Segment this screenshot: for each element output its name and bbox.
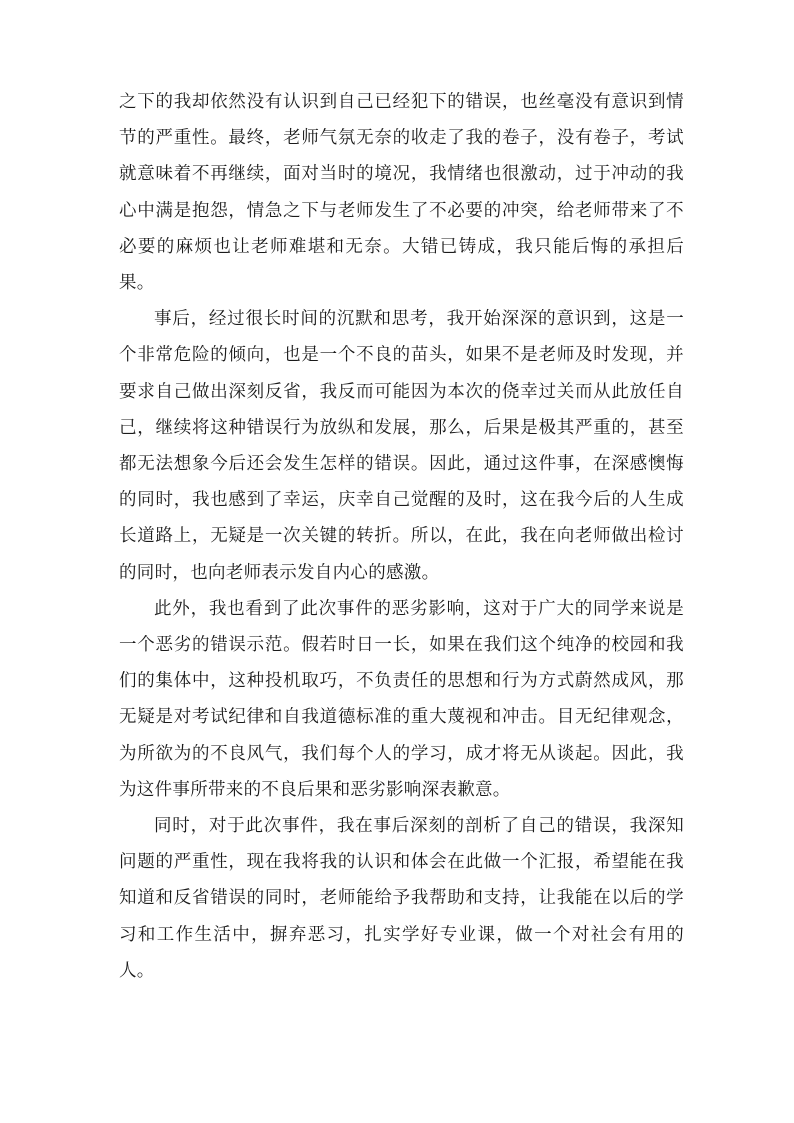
paragraph-impact: 此外，我也看到了此次事件的恶劣影响，这对于广大的同学来说是一个恶劣的错误示范。假若时日一长，如果在我们这个纯净的校园和我们的集体中，这种投机取巧，不负责任的思想和行为方式蔚然成风，那无疑是对考试纪律和自我道德标准的重大蔑视和冲击。目无纪律观念，为所欲为的不良风气，我们每个人的学习，成才将无从谈起。因此，我为这件事所带来的不良后果和恶劣影响深表歉意。 (119, 598, 684, 800)
paragraph-reflection: 事后，经过很长时间的沉默和思考，我开始深深的意识到，这是一个非常危险的倾向，也是一个不良的苗头，如果不是老师及时发现，并要求自己做出深刻反省，我反而可能因为本次的侥幸过关而从此放任自己，继续将这种错误行为放纵和发展，那么，后果是极其严重的，甚至都无法想象今后还会发生怎样的错误。因此，通过这件事，在深感懊悔的同时，我也感到了幸运，庆幸自己觉醒的及时，这在我今后的人生成长道路上，无疑是一次关键的转折。所以，在此，我在向老师做出检讨的同时，也向老师表示发自内心的感激。 (119, 309, 684, 583)
paragraph-continued: 之下的我却依然没有认识到自己已经犯下的错误，也丝毫没有意识到情节的严重性。最终，老师气氛无奈的收走了我的卷子，没有卷子，考试就意味着不再继续，面对当时的境况，我情绪也很激动，过于冲动的我心中满是抱怨，情急之下与老师发生了不必要的冲突，给老师带来了不必要的麻烦也让老师难堪和无奈。大错已铸成，我只能后悔的承担后果。 (119, 92, 684, 294)
paragraph-conclusion: 同时，对于此次事件，我在事后深刻的剖析了自己的错误，我深知问题的严重性，现在我将我的认识和体会在此做一个汇报，希望能在我知道和反省错误的同时，老师能给予我帮助和支持，让我能在以后的学习和工作生活中，摒弃恶习，扎实学好专业课，做一个对社会有用的人。 (119, 816, 684, 981)
document-body (119, 84, 684, 989)
